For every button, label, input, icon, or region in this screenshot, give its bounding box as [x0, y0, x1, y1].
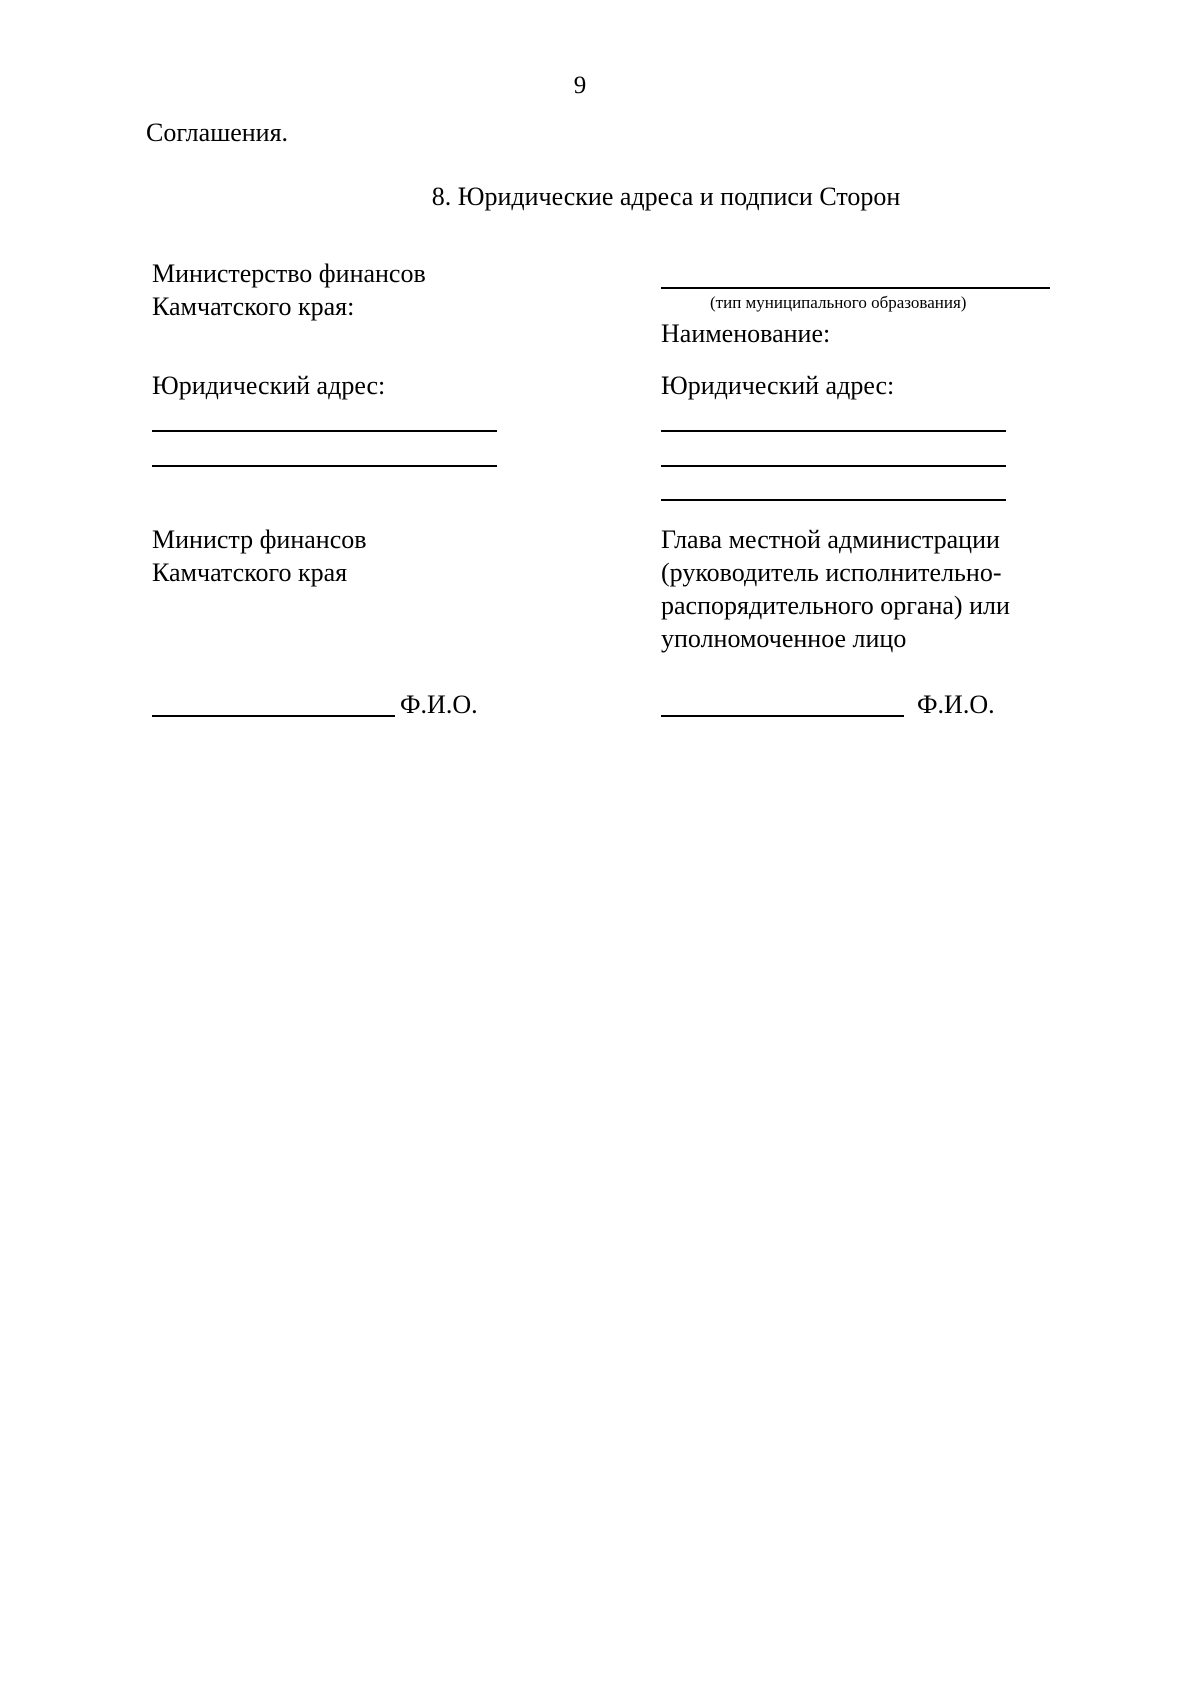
left-signer-line1: Министр финансов [152, 525, 367, 554]
left-address-blank-line [152, 465, 497, 467]
right-signer-line1: Глава местной администрации [661, 525, 1000, 554]
continuation-text: Соглашения. [146, 118, 289, 147]
right-signer-line2: (руководитель исполнительно- [661, 558, 1002, 587]
right-address-label: Юридический адрес: [661, 371, 895, 400]
right-address-blank-line [661, 499, 1006, 501]
left-party-name-line2: Камчатского края: [152, 292, 355, 321]
left-fio-label: Ф.И.О. [400, 690, 478, 719]
left-party-name-line1: Министерство финансов [152, 259, 426, 288]
right-name-label: Наименование: [661, 319, 831, 348]
right-fio-label: Ф.И.О. [917, 690, 995, 719]
left-address-label: Юридический адрес: [152, 371, 386, 400]
left-signature-line [152, 715, 395, 717]
right-signer-line4: уполномоченное лицо [661, 624, 907, 653]
left-signer-line2: Камчатского края [152, 558, 348, 587]
right-signature-line [661, 715, 904, 717]
right-type-caption: (тип муниципального образования) [710, 293, 967, 312]
right-address-blank-line [661, 430, 1006, 432]
right-signer-line3: распорядительного органа) или [661, 591, 1010, 620]
right-address-blank-line [661, 465, 1006, 467]
page-number: 9 [573, 72, 587, 99]
right-type-blank-line [661, 287, 1050, 289]
section-heading: 8. Юридические адреса и подписи Сторон [431, 182, 901, 211]
left-address-blank-line [152, 430, 497, 432]
